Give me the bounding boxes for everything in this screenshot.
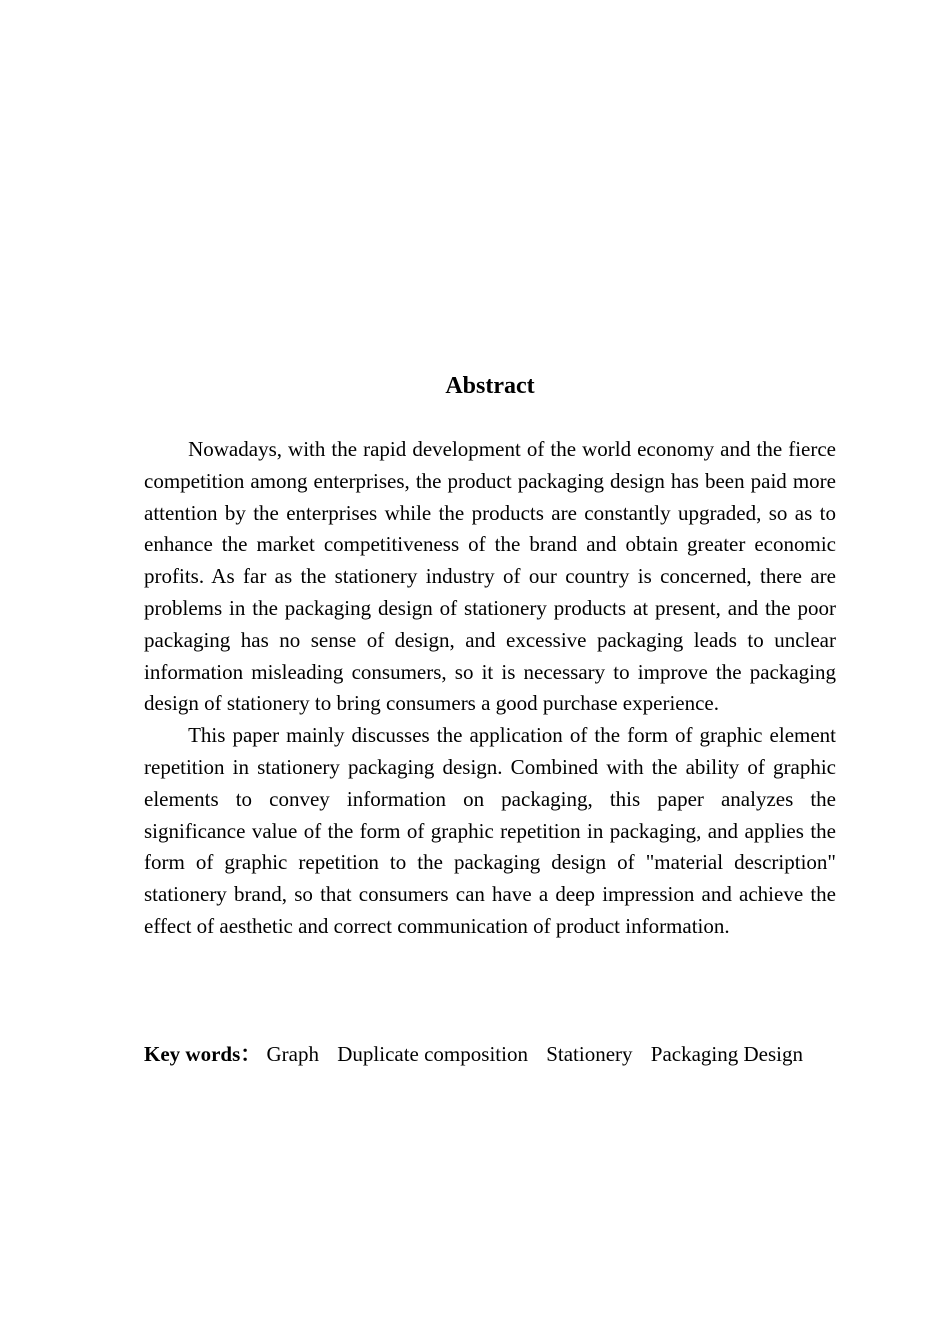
abstract-title: Abstract bbox=[445, 373, 535, 399]
keyword-2: Duplicate composition bbox=[337, 1042, 528, 1066]
keywords-label: Key words： bbox=[144, 1042, 262, 1066]
keyword-1: Graph bbox=[266, 1042, 319, 1066]
abstract-paragraph-1: Nowadays, with the rapid development of the world economy and the fierce competition among enterprises, the product packaging design has been paid more attention by the enterprises while the products are constantly upgraded, so as to enhance the market competitiveness of the brand and obtain greater economic profits. As far as the stationery industry of our country is concerned, there are problems in the packaging design of stationery products at present, and the poor packaging has no sense of design, and excessive packaging leads to unclear information misleading consumers, so it is necessary to improve the packaging design of stationery to bring consumers a good purchase experience. bbox=[144, 437, 836, 716]
abstract-body bbox=[144, 434, 836, 943]
keyword-3: Stationery bbox=[546, 1042, 633, 1066]
keyword-4: Packaging Design bbox=[650, 1042, 804, 1066]
abstract-paragraph-2: This paper mainly discusses the application of the form of graphic element repetition in stationery packaging design. Combined with the ability of graphic elements to convey information on packaging, this paper analyzes the significance value of the form of graphic repetition in packaging, and applies the form of graphic repetition to the packaging design of "material description" stationery brand, so that consumers can have a deep impression and achieve the effect of aesthetic and correct communication of product information. bbox=[144, 723, 836, 938]
keywords-line bbox=[144, 1038, 844, 1070]
